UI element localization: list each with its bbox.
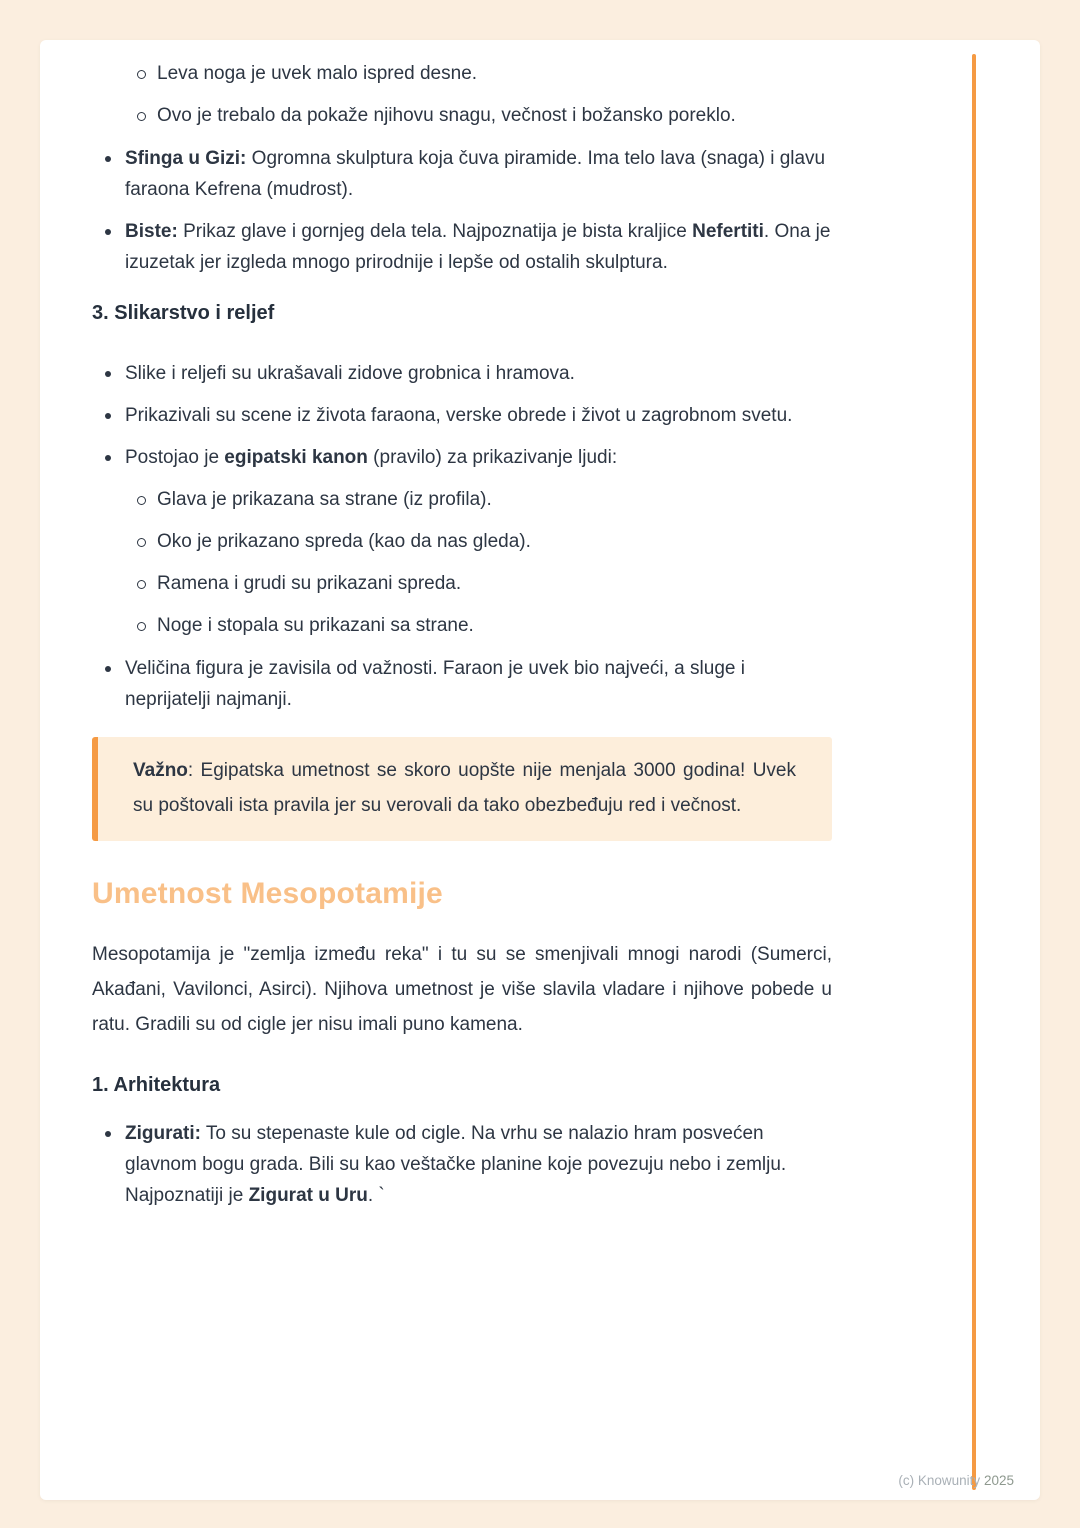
- list-item: [92, 442, 832, 473]
- circle-bullet-icon: [137, 58, 157, 89]
- list-item-text: [125, 442, 832, 473]
- bold-text-run: Zigurati:: [125, 1123, 201, 1144]
- bold-text-run: Važno: [133, 760, 188, 781]
- text-run: . Ona je izuzetak jer izgleda mnogo prirodnije i lepše od ostalih skulptura.: [125, 221, 831, 273]
- text-run: Prikaz glave i gornjeg dela tela. Najpoznatija je bista kraljice: [177, 221, 693, 242]
- disc-bullet-icon: [105, 1118, 125, 1149]
- sub-list-item: [92, 58, 832, 89]
- text-run: Veličina figura je zavisila od važnosti. Faraon je uvek bio najveći, a sluge i neprijatelji najmanji.: [125, 658, 745, 710]
- text-run: Mesopotamija je "zemlja između reka" i tu su se smenjivali mnogi narodi (Sumerci, Akađani, Vavilonci, Asirci). Njihova umetnost je više slavila vladare i njihove pobede u ratu. Gradili su od cigle jer nisu imali puno kamena.: [92, 944, 832, 1035]
- text-run: Slike i reljefi su ukrašavali zidove grobnica i hramova.: [125, 363, 575, 384]
- document-content: [92, 58, 832, 1222]
- text-run: Leva noga je uvek malo ispred desne.: [157, 63, 478, 84]
- disc-bullet-icon: [105, 143, 125, 174]
- list-item-text: [157, 610, 832, 641]
- list-item-text: [157, 100, 832, 131]
- paragraph: [92, 937, 832, 1042]
- list-item: [92, 358, 832, 389]
- footer-year: 2025: [983, 1473, 1014, 1488]
- sub-list-item: [92, 484, 832, 515]
- text-run: To su stepenaste kule od cigle. Na vrhu se nalazio hram posvećen glavnom bogu grada. Bili su kao veštačke planine koje povezuju nebo i zemlju. Najpoznatiji je: [125, 1123, 787, 1206]
- bold-text-run: Zigurat u Uru: [248, 1185, 368, 1206]
- text-run: Ogromna skulptura koja čuva piramide. Ima telo lava (snaga) i glavu faraona Kefrena (mudrost).: [125, 148, 826, 200]
- sub-list-item: [92, 568, 832, 599]
- list-item-text: [157, 58, 832, 89]
- disc-bullet-icon: [105, 400, 125, 431]
- sub-list-item: [92, 610, 832, 641]
- circle-bullet-icon: [137, 526, 157, 557]
- list-item: [92, 400, 832, 431]
- important-callout-box: [92, 737, 832, 841]
- list-item: [92, 1118, 832, 1211]
- list-item: [92, 653, 832, 715]
- bold-text-run: Biste:: [125, 221, 178, 242]
- list-item-text: [125, 1118, 832, 1211]
- footer-credit-text: (c) Knowunity: [898, 1473, 981, 1488]
- disc-bullet-icon: [105, 216, 125, 247]
- text-run: Ramena i grudi su prikazani spreda.: [157, 573, 462, 594]
- document-card: [40, 40, 1040, 1500]
- list-item-text: [125, 216, 832, 278]
- text-run: (pravilo) za prikazivanje ljudi:: [367, 447, 618, 468]
- circle-bullet-icon: [137, 100, 157, 131]
- accent-line-decoration: [972, 54, 976, 1490]
- callout-text: [133, 753, 796, 823]
- chapter-heading: Umetnost Mesopotamije: [92, 877, 443, 910]
- list-item-text: [157, 568, 832, 599]
- list-item-text: [125, 143, 832, 205]
- sub-list-item: [92, 526, 832, 557]
- list-item: [92, 143, 832, 205]
- disc-bullet-icon: [105, 653, 125, 684]
- text-run: Glava je prikazana sa strane (iz profila).: [157, 489, 492, 510]
- disc-bullet-icon: [105, 442, 125, 473]
- list-item-text: [125, 358, 832, 389]
- bold-text-run: Sfinga u Gizi:: [125, 148, 247, 169]
- text-run: Prikazivali su scene iz života faraona, verske obrede i život u zagrobnom svetu.: [125, 405, 793, 426]
- bold-text-run: Nefertiti: [692, 221, 764, 242]
- text-run: Oko je prikazano spreda (kao da nas gleda).: [157, 531, 531, 552]
- list-item-text: [157, 526, 832, 557]
- text-run: : Egipatska umetnost se skoro uopšte nije menjala 3000 godina! Uvek su poštovali ista pravila jer su verovali da tako obezbeđuju red i večnost.: [133, 760, 796, 816]
- footer-credit: [898, 1473, 1014, 1488]
- bold-text-run: egipatski kanon: [224, 447, 368, 468]
- list-item: [92, 216, 832, 278]
- circle-bullet-icon: [137, 610, 157, 641]
- disc-bullet-icon: [105, 358, 125, 389]
- text-run: . `: [367, 1185, 385, 1206]
- circle-bullet-icon: [137, 568, 157, 599]
- text-run: Noge i stopala su prikazani sa strane.: [157, 615, 474, 636]
- text-run: Ovo je trebalo da pokaže njihovu snagu, večnost i božansko poreklo.: [157, 105, 736, 126]
- list-item-text: [125, 653, 832, 715]
- sub-list-item: [92, 100, 832, 131]
- circle-bullet-icon: [137, 484, 157, 515]
- text-run: Postojao je: [125, 447, 225, 468]
- section-heading: 1. Arhitektura: [92, 1074, 221, 1096]
- list-item-text: [125, 400, 832, 431]
- list-item-text: [157, 484, 832, 515]
- section-heading: 3. Slikarstvo i reljef: [92, 302, 275, 324]
